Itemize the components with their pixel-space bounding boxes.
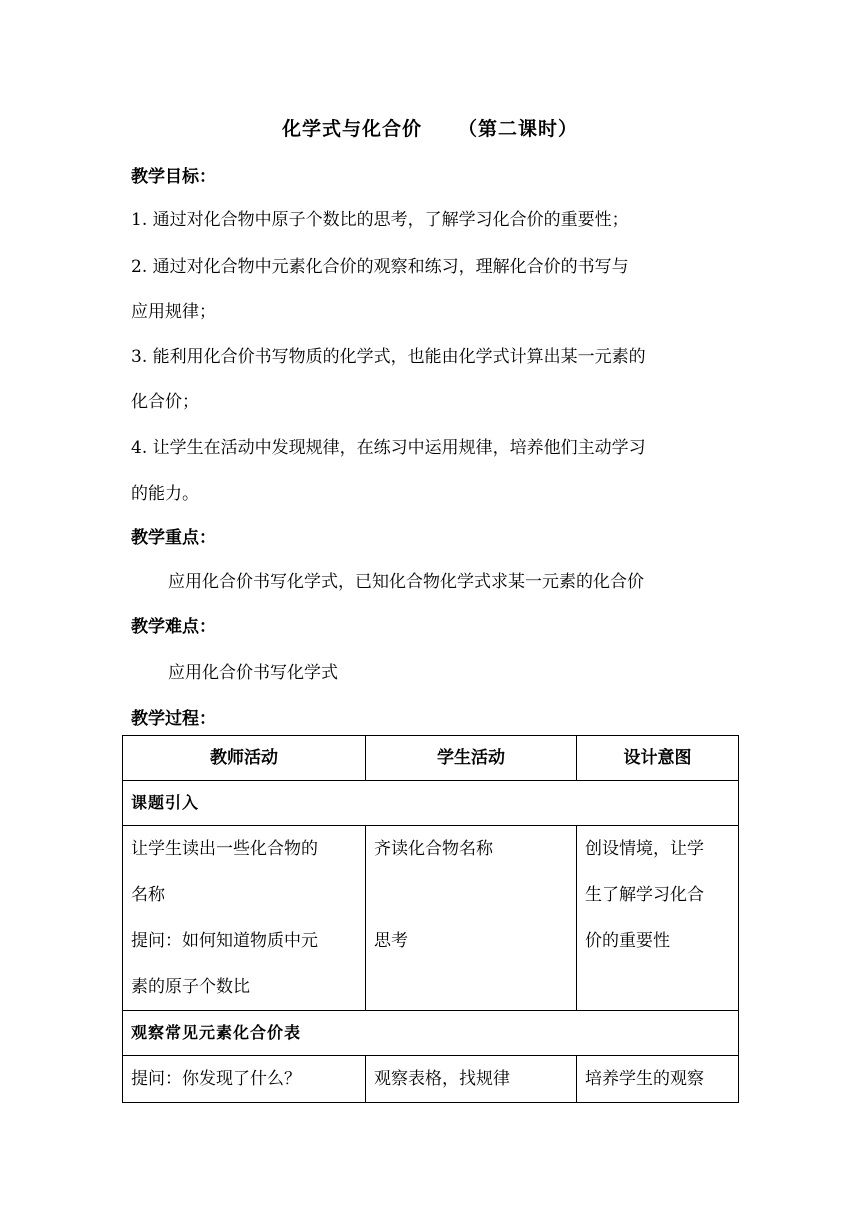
student-activity-cell	[366, 826, 577, 1011]
table-section-row	[123, 781, 739, 826]
teacher-activity-cell: 提问：你发现了什么？	[123, 1056, 366, 1103]
design-intent-cell	[577, 826, 739, 1011]
key-points-heading: 教学重点：	[131, 528, 216, 548]
table-header-row	[123, 736, 739, 781]
cell-line: 素的原子个数比	[131, 977, 250, 997]
table-row	[123, 826, 739, 1011]
document-title	[0, 114, 860, 141]
objective-line: 应用规律；	[131, 302, 216, 322]
cell-line: 让学生读出一些化合物的	[131, 839, 318, 859]
section-title: 课题引入	[123, 781, 739, 826]
title-main: 化学式与化合价	[281, 118, 422, 140]
cell-line: 提问：如何知道物质中元	[131, 931, 318, 951]
cell-line: 价的重要性	[585, 931, 670, 951]
table-row	[123, 1056, 739, 1103]
table-section-row	[123, 1011, 739, 1056]
design-intent-cell: 培养学生的观察	[577, 1056, 739, 1103]
key-points-text: 应用化合价书写化学式，已知化合物化学式求某一元素的化合价	[168, 572, 644, 592]
header-student-activity: 学生活动	[366, 736, 577, 781]
header-design-intent: 设计意图	[577, 736, 739, 781]
objective-line: 2. 通过对化合物中元素化合价的观察和练习，理解化合价的书写与	[131, 257, 629, 277]
objective-line: 1. 通过对化合物中原子个数比的思考，了解学习化合价的重要性；	[131, 210, 629, 230]
cell-line: 齐读化合物名称	[374, 839, 493, 859]
section-title: 观察常见元素化合价表	[123, 1011, 739, 1056]
student-activity-cell: 观察表格，找规律	[366, 1056, 577, 1103]
objective-line: 的能力。	[131, 484, 199, 504]
process-heading: 教学过程：	[131, 709, 216, 729]
header-teacher-activity: 教师活动	[123, 736, 366, 781]
difficulties-text: 应用化合价书写化学式	[168, 663, 338, 683]
objective-line: 4. 让学生在活动中发现规律，在练习中运用规律，培养他们主动学习	[131, 438, 646, 458]
cell-line: 思考	[374, 931, 408, 951]
cell-spacer	[374, 872, 568, 918]
cell-line: 生了解学习化合	[585, 885, 704, 905]
cell-line: 创设情境，让学	[585, 839, 704, 859]
title-sub: （第二课时）	[458, 118, 579, 140]
teacher-activity-cell	[123, 826, 366, 1011]
objective-line: 化合价；	[131, 392, 199, 412]
cell-line: 名称	[131, 885, 165, 905]
difficulties-heading: 教学难点：	[131, 617, 216, 637]
teaching-process-table	[122, 735, 739, 1103]
objective-line: 3. 能利用化合价书写物质的化学式，也能由化学式计算出某一元素的	[131, 347, 646, 367]
objectives-heading: 教学目标：	[131, 167, 216, 187]
